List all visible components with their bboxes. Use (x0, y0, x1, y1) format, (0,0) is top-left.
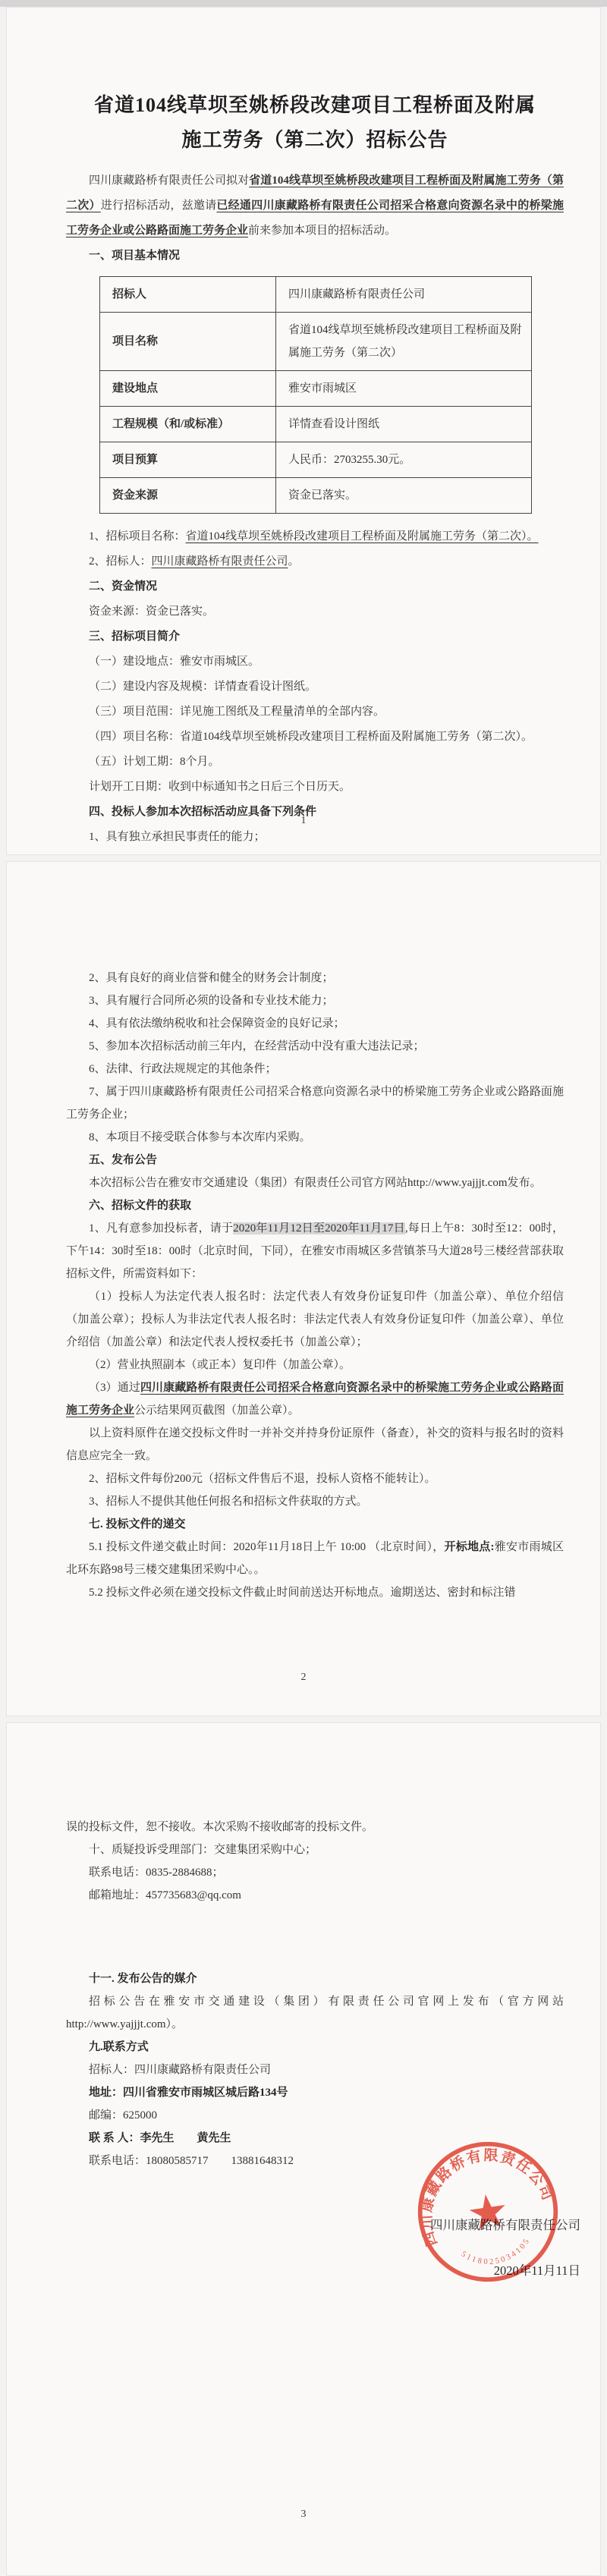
media-line: 招标公告在雅安市交通建设（集团）有限责任公司官网上发布（官方网站http://www.yajjjt.com）。 (66, 1996, 564, 2030)
page-number: 2 (300, 1672, 307, 1683)
label-cell: 资金来源 (100, 478, 276, 514)
signature-date: 2020年11月11日 (493, 2263, 580, 2278)
condition-item: 1、具有独立承担民事责任的能力； (89, 831, 266, 843)
document-page-1 (6, 7, 601, 855)
brief-item: （三）项目范围：详见施工图纸及工程量清单的全部内容。 (89, 706, 385, 718)
value-cell: 人民币：2703255.30元。 (276, 442, 532, 478)
obtain-note-line: 以上资料原件在递交投标文件时一并补交并持身份证原件（备查），补交的资料与报名时的资料信息应完全一致。 (66, 1427, 564, 1462)
intro-project-name: 省道104线草坝至姚桥段改建项目工程桥面及附属施工劳务（第二次） (66, 175, 564, 212)
section-7-heading: 七. 投标文件的递交 (89, 1518, 186, 1530)
no-other-method-line: 3、招标人不提供其他任何报名和招标文件获取的方式。 (89, 1496, 368, 1508)
contact-tenderer-line: 招标人：四川康藏路桥有限责任公司 (89, 2064, 272, 2076)
complaint-dept-line: 十、质疑投诉受理部门：交建集团采购中心； (89, 1844, 317, 1856)
item-value-underlined: 四川康藏路桥有限责任公司 (151, 555, 288, 568)
page-number: 1 (300, 815, 307, 826)
contact-zip-line: 邮编：625000 (89, 2109, 158, 2122)
doc-title-line-2: 施工劳务（第二次）招标公告 (181, 129, 448, 151)
intro-text: 四川康藏路桥有限责任公司拟对 (89, 175, 250, 187)
section-11-heading: 十一. 发布公告的媒介 (89, 1973, 197, 1985)
page-number: 3 (300, 2508, 307, 2520)
condition-item: 2、具有良好的商业信誉和健全的财务会计制度； (89, 972, 334, 984)
table-row (100, 442, 532, 478)
date-highlight: 2020年11月12日至2020年11月17日 (233, 1222, 405, 1235)
table-row (100, 313, 532, 371)
publish-notice-line: 本次招标公告在雅安市交通建设（集团）有限责任公司官方网站http://www.yajjjt.com发布。 (89, 1177, 542, 1189)
qualified-list-underlined: 四川康藏路桥有限责任公司招采合格意向资源名录中的桥梁施工劳务企业或公路路面施工劳务企业 (66, 1382, 564, 1417)
scan-top-edge (0, 0, 607, 7)
obtain-requirement-1: （1）投标人为法定代表人报名时：法定代表人有效身份证复印件（加盖公章）、单位介绍信（加盖公章）；投标人为非法定代表人报名时：非法定代表人有效身份证复印件（加盖公章）、单位介绍信（加盖公章）和法定代表人授权委托书（加盖公章）； (66, 1291, 564, 1348)
label-cell: 建设地点 (100, 371, 276, 407)
section-3-heading: 三、招标项目简介 (89, 631, 181, 643)
intro-paragraph (66, 168, 564, 244)
brief-item: （一）建设地点：雅安市雨城区。 (89, 656, 260, 668)
section-5-heading: 五、发布公告 (89, 1154, 158, 1166)
continued-text-line: 误的投标文件，恕不接收。本次采购不接收邮寄的投标文件。 (66, 1821, 374, 1833)
blank-space (66, 1907, 564, 1967)
brief-item: （二）建设内容及规模：详情查看设计图纸。 (89, 681, 317, 693)
section-4-heading: 四、投标人参加本次招标活动应具备下列条件 (89, 806, 317, 818)
label-cell: 招标人 (100, 277, 276, 313)
table-row (100, 478, 532, 514)
intro-text: 前来参加本项目的招标活动。 (248, 225, 397, 237)
requirement-pre-text: （3）通过 (89, 1382, 140, 1394)
deadline-text: 5.1 投标文件递交截止时间：2020年11月18日上午 10:00 （北京时间）， (89, 1541, 445, 1553)
table-row (100, 407, 532, 442)
item-label: 2、招标人： (89, 555, 152, 568)
item-tail: 。 (288, 555, 300, 568)
section-6-heading: 六、招标文件的获取 (89, 1200, 192, 1212)
value-cell: 省道104线草坝至姚桥段改建项目工程桥面及附属施工劳务（第二次） (276, 313, 532, 371)
intro-text: 进行招标活动，兹邀请 (100, 200, 217, 212)
table-row (100, 277, 532, 313)
obtain-documents-line (66, 1217, 564, 1285)
opening-location-value: 雅安市雨城区北环东路98号三楼交建集团采购中心。。 (66, 1541, 564, 1576)
svg-text:四川康藏路桥有限责任公司 (408, 2137, 561, 2249)
contact-phone-line: 联系电话：18080585717 13881648312 (89, 2155, 294, 2167)
tenderer-line (66, 549, 564, 574)
contact-person-line: 联 系 人：李先生 黄先生 (89, 2132, 231, 2144)
doc-title (66, 88, 564, 158)
contact-address-line: 地址：四川省雅安市雨城区城后路134号 (89, 2087, 288, 2099)
value-cell: 详情查看设计图纸 (276, 407, 532, 442)
brief-item: （五）计划工期：8个月。 (89, 756, 220, 768)
brief-item: （四）项目名称：省道104线草坝至姚桥段改建项目工程桥面及附属施工劳务（第二次）。 (89, 731, 533, 743)
opening-location-label: 开标地点: (444, 1541, 495, 1553)
value-cell: 雅安市雨城区 (276, 371, 532, 407)
label-cell: 项目名称 (100, 313, 276, 371)
obtain-requirement-3 (66, 1376, 564, 1422)
section-9-heading: 九.联系方式 (89, 2041, 149, 2053)
company-seal-stamp (406, 2130, 571, 2294)
obtain-pre-text: 1、凡有意参加投标者，请于 (89, 1222, 234, 1235)
doc-title-line-1: 省道104线草坝至姚桥段改建项目工程桥面及附属 (93, 94, 536, 116)
project-info-table (99, 276, 532, 514)
obtain-requirement-2: （2）营业执照副本（或正本）复印件（加盖公章）。 (89, 1359, 351, 1371)
submit-rule-line: 5.2 投标文件必须在递交投标文件截止时间前送达开标地点。逾期送达、密封和标注错 (89, 1587, 516, 1599)
section-2-heading: 二、资金情况 (89, 580, 158, 593)
condition-item: 5、参加本次招标活动前三年内，在经营活动中没有重大违法记录； (89, 1040, 425, 1052)
condition-item: 8、本项目不接受联合体参与本次库内采购。 (89, 1131, 311, 1143)
condition-item: 4、具有依法缴纳税收和社会保障资金的良好记录； (89, 1018, 345, 1030)
planned-start-date-line: 计划开工日期：收到中标通知书之日后三个日历天。 (89, 781, 351, 793)
funding-source-line: 资金来源：资金已落实。 (89, 605, 215, 618)
seal-company-text: 四川康藏路桥有限责任公司 (418, 2147, 556, 2249)
svg-text:5118025034105 (458, 2235, 536, 2271)
signature-company: 四川康藏路桥有限责任公司 (430, 2218, 580, 2232)
item-value-underlined: 省道104线草坝至姚桥段改建项目工程桥面及附属施工劳务（第二次）。 (185, 530, 539, 543)
complaint-email-line: 邮箱地址：457735683@qq.com (89, 1889, 241, 1901)
condition-item: 6、法律、行政法规规定的其他条件； (89, 1063, 277, 1075)
requirement-post-text: 公示结果网页截图（加盖公章）。 (134, 1404, 300, 1417)
label-cell: 项目预算 (100, 442, 276, 478)
tender-project-name-line (66, 524, 564, 549)
value-cell: 四川康藏路桥有限责任公司 (276, 277, 532, 313)
submit-deadline-line (66, 1536, 564, 1581)
item-label: 1、招标项目名称： (89, 530, 186, 543)
seal-star-icon (467, 2192, 508, 2231)
condition-item: 3、具有履行合同所必须的设备和专业技术能力； (89, 995, 334, 1007)
obtain-post-text: ,每日上午8：30时至12：00时，下午14：30时至18：00时（北京时间，下同），在雅安市雨城区多营镇茶马大道28号三楼经营部获取招标文件，所需资料如下： (66, 1222, 564, 1280)
value-cell: 资金已落实。 (276, 478, 532, 514)
document-page-2 (6, 861, 601, 1716)
table-row (100, 371, 532, 407)
section-1-heading: 一、项目基本情况 (89, 250, 181, 262)
label-cell: 工程规模（和/或标准） (100, 407, 276, 442)
complaint-phone-line: 联系电话：0835-2884688； (89, 1867, 224, 1879)
document-fee-line: 2、招标文件每份200元（招标文件售后不退，投标人资格不能转让）。 (89, 1473, 436, 1485)
condition-item: 7、属于四川康藏路桥有限责任公司招采合格意向资源名录中的桥梁施工劳务企业或公路路面施工劳务企业； (66, 1086, 564, 1121)
seal-serial-number: 5118025034105 (459, 2236, 533, 2266)
document-page-3 (6, 1722, 601, 2576)
intro-qualified-enterprises: 已经通四川康藏路桥有限责任公司招采合格意向资源名录中的桥梁施工劳务企业或公路路面施工劳务企业 (66, 200, 564, 237)
